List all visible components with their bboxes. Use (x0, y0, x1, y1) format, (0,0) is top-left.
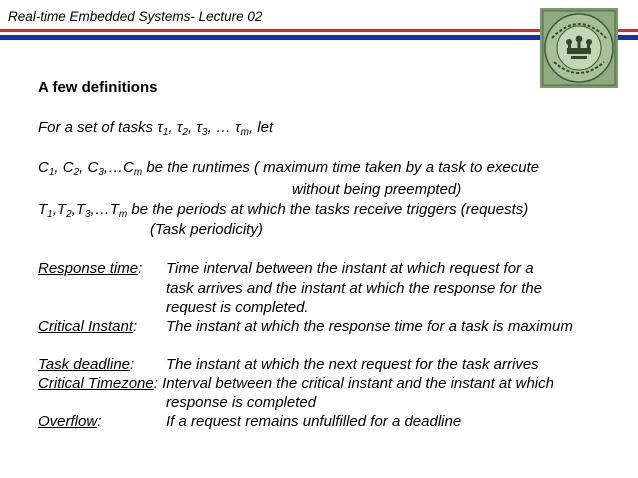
def-text: If a request remains unfulfilled for a deadline (166, 413, 462, 430)
header-title: Real-time Embedded Systems- Lecture 02 (8, 9, 263, 24)
def-term-with-text: Critical Timezone: Interval between the critical instant and the instant at which (38, 375, 554, 392)
def-text: task arrives and the instant at which the response for the (166, 280, 543, 297)
def-term: Task deadline: (38, 356, 135, 373)
intro-line: For a set of tasks $\tau_1$, $\tau_2$, $\tau_3$, … $\tau_m$, let (38, 119, 274, 138)
slide-heading: A few definitions (38, 79, 158, 96)
def-term: Critical Instant: (38, 318, 138, 335)
def-text: The instant at which the next request for the task arrives (166, 356, 539, 373)
def-text: Time interval between the instant at which request for a (166, 260, 534, 277)
c-runtime-line: $C_1$, $C_2$, $C_3,\dots C_m$ be the runtimes ( maximum time taken by a task to execute (38, 159, 540, 178)
c-runtime-continuation: without being preempted) (292, 181, 462, 198)
def-text: The instant at which the response time for a task is maximum (166, 318, 573, 335)
def-term: Response time: (38, 260, 143, 277)
def-text: response is completed (166, 394, 317, 411)
def-text: request is completed. (166, 299, 309, 316)
def-term: Overflow: (38, 413, 102, 430)
t-period-continuation: (Task periodicity) (150, 221, 263, 238)
t-period-line: $T_1,T_2,T_3,\dots T_m$ be the periods at which the tasks receive triggers (requests) (38, 201, 529, 220)
